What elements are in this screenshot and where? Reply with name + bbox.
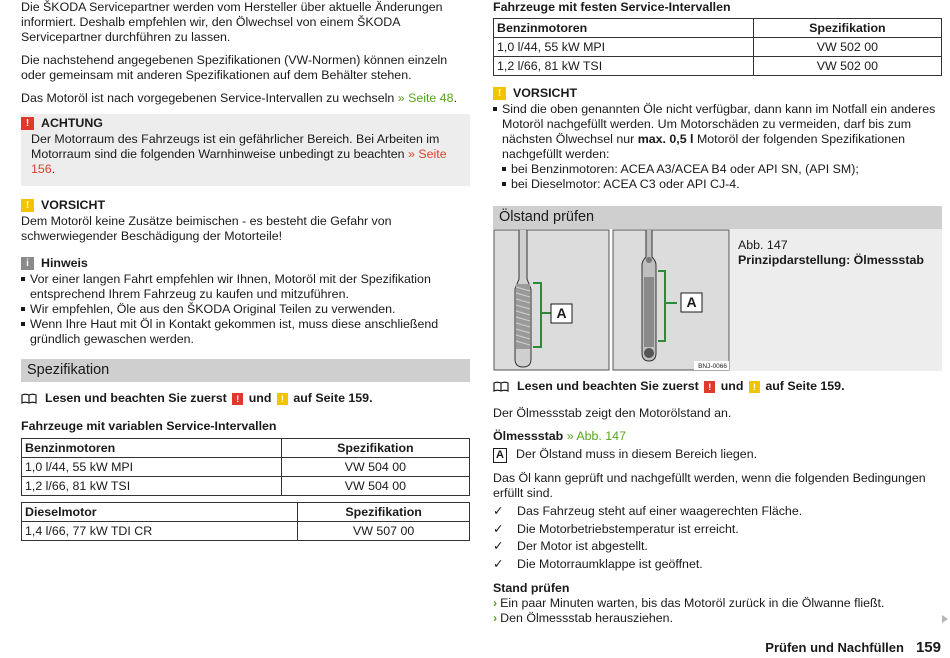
- read-first-line-right: Lesen und beachten Sie zuerst ! und ! auf Seite 159.: [493, 379, 942, 394]
- check-item: ✓ Die Motorraumklappe ist geöffnet.: [493, 556, 703, 571]
- check-mark-icon: ✓: [493, 521, 504, 536]
- figure-code: BNJ-0066: [698, 363, 727, 370]
- figure-caption-text: Prinzipdarstellung: Ölmessstab: [738, 253, 924, 267]
- section-title-oelstand: Ölstand prüfen: [493, 206, 942, 229]
- figure-147-link[interactable]: » Abb. 147: [566, 429, 626, 443]
- right-column: [493, 0, 942, 626]
- conditions-paragraph: Das Öl kann geprüft und nachgefüllt werden, wenn die folgenden Bedingungen erfüllt sind.: [493, 471, 926, 500]
- note-title: Hinweis: [41, 256, 88, 270]
- step-arrow-icon: ›: [493, 610, 498, 625]
- interval-paragraph: [21, 91, 470, 106]
- table-row: 1,2 l/66, 81 kW TSI VW 504 00: [22, 477, 470, 496]
- caution-text: Dem Motoröl keine Zusätze beimischen - es besteht die Gefahr von schwerwiegender Beschädigung der Motorteile!: [21, 214, 392, 243]
- table-header-row: Dieselmotor Spezifikation: [22, 503, 470, 522]
- exclamation-yellow-icon: !: [21, 199, 34, 212]
- interval-text: Das Motoröl ist nach vorgegebenen Service-Intervallen zu wechseln: [21, 91, 395, 105]
- caution-block-right: [493, 86, 942, 192]
- label-a-description: A Der Ölstand muss in diesem Bereich liegen.: [493, 447, 942, 463]
- check-item: ✓ Der Motor ist abgestellt.: [493, 539, 648, 553]
- warning-end: .: [51, 162, 56, 176]
- read-first-line: Lesen und beachten Sie zuerst ! und ! auf Seite 159.: [21, 391, 470, 406]
- warning-heading: [21, 116, 460, 131]
- variable-interval-title: Fahrzeuge mit variablen Service-Intervallen: [21, 419, 277, 433]
- check-mark-icon: ✓: [493, 556, 504, 571]
- left-column: [21, 0, 470, 541]
- book-icon: [21, 393, 37, 404]
- note-item: Vor einer langen Fahrt empfehlen wir Ihnen, Motoröl mit der Spezifikation entsprechend Ihrem Fahrzeug zu kaufen und mitzuführen.: [21, 272, 470, 302]
- caution-sub-item: bei Benzinmotoren: ACEA A3/ACEA B4 oder API SN, (API SM);: [493, 162, 942, 177]
- exclamation-yellow-icon: !: [493, 87, 506, 100]
- info-icon: i: [21, 257, 34, 270]
- table-row: 1,2 l/66, 81 kW TSI VW 502 00: [494, 57, 942, 76]
- caution-sub-item: bei Dieselmotor: ACEA C3 oder API CJ-4.: [493, 177, 942, 192]
- note-item: Wenn Ihre Haut mit Öl in Kontakt gekommen ist, muss diese anschließend gründlich gewaschen werden.: [21, 317, 470, 347]
- section-title-spezifikation: Spezifikation: [21, 359, 470, 382]
- dipstick-illustration: [493, 229, 730, 371]
- step-item: › Den Ölmessstab herausziehen.: [493, 610, 674, 625]
- exclamation-yellow-icon: !: [749, 381, 760, 393]
- exclamation-red-icon: !: [21, 117, 34, 130]
- figure-label-a-2: A: [686, 294, 697, 310]
- petrol-table-fixed: [493, 18, 942, 76]
- caution-heading: [21, 198, 470, 213]
- step-item: › Ein paar Minuten warten, bis das Motoröl zurück in die Ölwanne fließt.: [493, 595, 885, 610]
- check-item: ✓ Die Motorbetriebstemperatur ist erreicht.: [493, 521, 739, 536]
- page-156-link[interactable]: » Seite 156: [31, 147, 447, 176]
- exclamation-red-icon: !: [232, 393, 243, 405]
- page-48-link[interactable]: » Seite 48: [397, 91, 454, 105]
- warning-title: ACHTUNG: [41, 116, 103, 130]
- warning-box: [21, 114, 470, 186]
- note-block: [21, 256, 470, 347]
- footer-chapter: Prüfen und Nachfüllen: [765, 640, 904, 655]
- check-item: ✓ Das Fahrzeug steht auf einer waagerechten Fläche.: [493, 504, 803, 518]
- warning-body: Der Motorraum des Fahrzeugs ist ein gefährlicher Bereich. Bei Arbeiten im Motorraum sind die folgenden Warnhinweise unbedingt zu beachten: [31, 132, 440, 161]
- table-row: 1,0 l/44, 55 kW MPI VW 504 00: [22, 458, 470, 477]
- figure-number: Abb. 147: [738, 238, 788, 252]
- check-mark-icon: ✓: [493, 504, 504, 518]
- table-header-row: Benzinmotoren Spezifikation: [22, 439, 470, 458]
- page-footer: [765, 640, 941, 658]
- exclamation-yellow-icon: !: [277, 393, 288, 405]
- caution-item: Sind die oben genannten Öle nicht verfügbar, dann kann im Notfall ein anderes Motoröl nachgefüllt werden. Um Motorschäden zu vermeiden, darf bis zum nächsten Ölwechsel nur max. 0,5 l Motoröl der folgenden Spezifikationen nachgefüllt werden:: [493, 102, 942, 162]
- caution-title: VORSICHT: [41, 198, 106, 212]
- figure-caption: [730, 229, 924, 371]
- figure-147: [493, 229, 942, 371]
- caution-title: VORSICHT: [513, 86, 578, 100]
- check-mark-icon: ✓: [493, 539, 504, 553]
- fixed-interval-title: Fahrzeuge mit festen Service-Intervallen: [493, 0, 731, 14]
- step-arrow-icon: ›: [493, 595, 498, 610]
- figure-label-a: A: [556, 305, 567, 321]
- interval-end: .: [453, 91, 458, 105]
- note-item: Wir empfehlen, Öle aus den ŠKODA Original Teilen zu verwenden.: [21, 302, 470, 317]
- spec-paragraph: Die nachstehend angegebenen Spezifikationen (VW-Normen) können einzeln oder gemeinsam mit anderen Spezifikationen auf dem Behälter stehen.: [21, 53, 448, 82]
- table-row: 1,0 l/44, 55 kW MPI VW 502 00: [494, 38, 942, 57]
- stand-check-heading: Stand prüfen: [493, 580, 570, 595]
- caution-heading: [493, 86, 942, 101]
- petrol-table-variable: [21, 438, 470, 496]
- label-a-box: A: [493, 448, 507, 463]
- table-header-row: Benzinmotoren Spezifikation: [494, 19, 942, 38]
- continue-arrow-icon: [942, 615, 948, 623]
- page-159-link[interactable]: auf Seite 159.: [765, 379, 845, 393]
- caution-block: [21, 198, 470, 244]
- warning-text: [21, 132, 460, 177]
- dipstick-drawing: [493, 229, 730, 371]
- book-icon: [493, 381, 509, 392]
- dipstick-heading: Ölmessstab » Abb. 147: [493, 429, 626, 443]
- intro-paragraph: Die ŠKODA Servicepartner werden vom Hersteller über aktuelle Änderungen informiert. Deshalb empfehlen wir, den Ölwechsel von einem ŠKODA Servicepartner durchführen zu lassen.: [21, 0, 443, 44]
- exclamation-red-icon: !: [704, 381, 715, 393]
- note-heading: [21, 256, 470, 271]
- table-row: 1,4 l/66, 77 kW TDI CR VW 507 00: [22, 522, 470, 541]
- dipstick-intro: Der Ölmessstab zeigt den Motorölstand an.: [493, 406, 732, 420]
- page-159-link[interactable]: auf Seite 159.: [293, 391, 373, 405]
- diesel-table: [21, 502, 470, 541]
- page-number: 159: [915, 639, 941, 656]
